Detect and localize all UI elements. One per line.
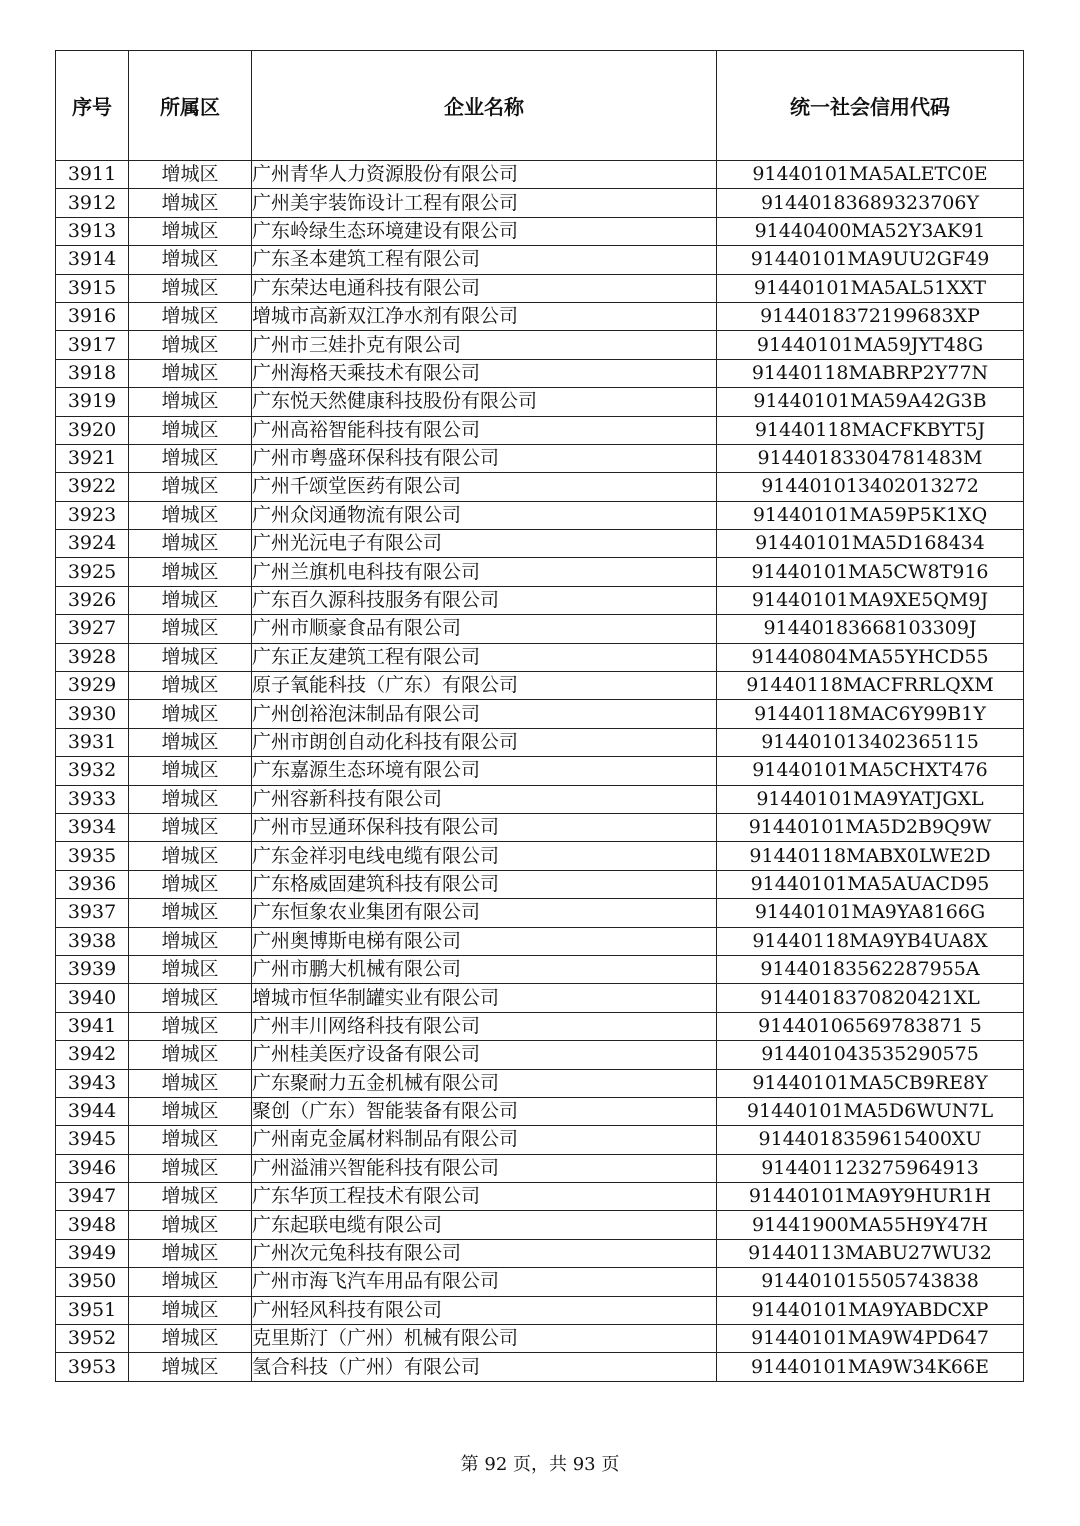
table-row <box>56 586 1024 614</box>
row-credit-code: 91440101MA9UU2GF49 <box>717 246 1024 274</box>
row-company-name: 广州容新科技有限公司 <box>252 785 717 813</box>
row-company-name: 广东圣本建筑工程有限公司 <box>252 246 717 274</box>
row-seq: 3950 <box>56 1268 129 1296</box>
row-credit-code: 9144018359615400XU <box>717 1126 1024 1154</box>
header-seq: 序号 <box>56 51 129 161</box>
row-credit-code: 91440101MA5D2B9Q9W <box>717 813 1024 841</box>
row-seq: 3911 <box>56 161 129 189</box>
row-company-name: 聚创（广东）智能装备有限公司 <box>252 1097 717 1125</box>
row-seq: 3947 <box>56 1183 129 1211</box>
row-credit-code: 91440101MA59A42G3B <box>717 388 1024 416</box>
row-credit-code: 9144018372199683XP <box>717 302 1024 330</box>
row-district: 增城区 <box>129 302 252 330</box>
row-credit-code: 91440101MA9YABDCXP <box>717 1296 1024 1324</box>
row-seq: 3927 <box>56 615 129 643</box>
row-company-name: 广东正友建筑工程有限公司 <box>252 643 717 671</box>
row-credit-code: 91440118MAC6Y99B1Y <box>717 700 1024 728</box>
row-district: 增城区 <box>129 700 252 728</box>
row-company-name: 广州千颂堂医药有限公司 <box>252 473 717 501</box>
row-seq: 3938 <box>56 927 129 955</box>
row-district: 增城区 <box>129 672 252 700</box>
table-body <box>56 161 1024 1382</box>
table-row <box>56 1012 1024 1040</box>
row-seq: 3913 <box>56 217 129 245</box>
row-seq: 3951 <box>56 1296 129 1324</box>
row-company-name: 广东嘉源生态环境有限公司 <box>252 757 717 785</box>
row-company-name: 广州次元兔科技有限公司 <box>252 1239 717 1267</box>
row-company-name: 广州溢浦兴智能科技有限公司 <box>252 1154 717 1182</box>
table-row <box>56 501 1024 529</box>
row-credit-code: 9144018370820421XL <box>717 984 1024 1012</box>
table-row <box>56 1183 1024 1211</box>
row-seq: 3914 <box>56 246 129 274</box>
row-company-name: 广东华顶工程技术有限公司 <box>252 1183 717 1211</box>
row-credit-code: 91440804MA55YHCD55 <box>717 643 1024 671</box>
row-company-name: 广东百久源科技服务有限公司 <box>252 586 717 614</box>
row-district: 增城区 <box>129 161 252 189</box>
row-credit-code: 91440183668103309J <box>717 615 1024 643</box>
row-credit-code: 91440101MA9XE5QM9J <box>717 586 1024 614</box>
row-seq: 3918 <box>56 359 129 387</box>
row-seq: 3942 <box>56 1041 129 1069</box>
header-company-name: 企业名称 <box>252 51 717 161</box>
table-row <box>56 1239 1024 1267</box>
table-row <box>56 1296 1024 1324</box>
table-row <box>56 1154 1024 1182</box>
row-district: 增城区 <box>129 870 252 898</box>
row-seq: 3939 <box>56 955 129 983</box>
row-district: 增城区 <box>129 274 252 302</box>
row-district: 增城区 <box>129 1268 252 1296</box>
table-row <box>56 899 1024 927</box>
table-row <box>56 388 1024 416</box>
row-seq: 3941 <box>56 1012 129 1040</box>
row-district: 增城区 <box>129 501 252 529</box>
row-district: 增城区 <box>129 728 252 756</box>
row-credit-code: 91440101MA5AL51XXT <box>717 274 1024 302</box>
row-company-name: 广州兰旗机电科技有限公司 <box>252 558 717 586</box>
row-seq: 3917 <box>56 331 129 359</box>
row-credit-code: 91440183304781483M <box>717 444 1024 472</box>
row-district: 增城区 <box>129 842 252 870</box>
row-district: 增城区 <box>129 246 252 274</box>
row-credit-code: 914401123275964913 <box>717 1154 1024 1182</box>
table-row <box>56 359 1024 387</box>
row-credit-code: 91440118MA9YB4UA8X <box>717 927 1024 955</box>
row-seq: 3945 <box>56 1126 129 1154</box>
row-district: 增城区 <box>129 1126 252 1154</box>
row-seq: 3925 <box>56 558 129 586</box>
row-district: 增城区 <box>129 416 252 444</box>
row-company-name: 广州桂美医疗设备有限公司 <box>252 1041 717 1069</box>
row-district: 增城区 <box>129 813 252 841</box>
row-seq: 3940 <box>56 984 129 1012</box>
row-district: 增城区 <box>129 473 252 501</box>
row-district: 增城区 <box>129 899 252 927</box>
row-credit-code: 91440101MA9YA8166G <box>717 899 1024 927</box>
row-company-name: 广州市朗创自动化科技有限公司 <box>252 728 717 756</box>
row-district: 增城区 <box>129 1353 252 1381</box>
table-row <box>56 1069 1024 1097</box>
row-district: 增城区 <box>129 388 252 416</box>
row-credit-code: 914401013402365115 <box>717 728 1024 756</box>
row-seq: 3943 <box>56 1069 129 1097</box>
row-district: 增城区 <box>129 530 252 558</box>
table-row <box>56 728 1024 756</box>
row-company-name: 广州南克金属材料制品有限公司 <box>252 1126 717 1154</box>
table-row <box>56 870 1024 898</box>
row-company-name: 广东金祥羽电线电缆有限公司 <box>252 842 717 870</box>
row-company-name: 克里斯汀（广州）机械有限公司 <box>252 1325 717 1353</box>
row-district: 增城区 <box>129 1154 252 1182</box>
row-company-name: 广州青华人力资源股份有限公司 <box>252 161 717 189</box>
row-seq: 3946 <box>56 1154 129 1182</box>
table-row <box>56 927 1024 955</box>
row-credit-code: 91440101MA59JYT48G <box>717 331 1024 359</box>
row-district: 增城区 <box>129 1041 252 1069</box>
row-credit-code: 91440183689323706Y <box>717 189 1024 217</box>
row-seq: 3926 <box>56 586 129 614</box>
row-credit-code: 91440101MA5D6WUN7L <box>717 1097 1024 1125</box>
table-row <box>56 1211 1024 1239</box>
row-seq: 3948 <box>56 1211 129 1239</box>
row-company-name: 氢合科技（广州）有限公司 <box>252 1353 717 1381</box>
table-row <box>56 189 1024 217</box>
row-company-name: 广州海格天乘技术有限公司 <box>252 359 717 387</box>
row-credit-code: 91440101MA9YATJGXL <box>717 785 1024 813</box>
row-district: 增城区 <box>129 1012 252 1040</box>
table-row <box>56 700 1024 728</box>
row-credit-code: 91440118MACFKBYT5J <box>717 416 1024 444</box>
row-seq: 3916 <box>56 302 129 330</box>
row-district: 增城区 <box>129 444 252 472</box>
row-credit-code: 91440113MABU27WU32 <box>717 1239 1024 1267</box>
row-credit-code: 91440101MA9Y9HUR1H <box>717 1183 1024 1211</box>
row-seq: 3932 <box>56 757 129 785</box>
table-row <box>56 955 1024 983</box>
row-credit-code: 91440118MABRP2Y77N <box>717 359 1024 387</box>
page-footer: 第 92 页，共 93 页 <box>460 1454 620 1475</box>
row-company-name: 广东荣达电通科技有限公司 <box>252 274 717 302</box>
row-district: 增城区 <box>129 615 252 643</box>
row-seq: 3921 <box>56 444 129 472</box>
row-district: 增城区 <box>129 586 252 614</box>
row-company-name: 广州市昱通环保科技有限公司 <box>252 813 717 841</box>
row-district: 增城区 <box>129 331 252 359</box>
row-credit-code: 91440101MA5CHXT476 <box>717 757 1024 785</box>
row-seq: 3922 <box>56 473 129 501</box>
row-company-name: 广州丰川网络科技有限公司 <box>252 1012 717 1040</box>
row-company-name: 广州市三娃扑克有限公司 <box>252 331 717 359</box>
row-seq: 3915 <box>56 274 129 302</box>
row-credit-code: 91440101MA5D168434 <box>717 530 1024 558</box>
row-district: 增城区 <box>129 643 252 671</box>
row-company-name: 广州创裕泡沫制品有限公司 <box>252 700 717 728</box>
table-row <box>56 161 1024 189</box>
row-seq: 3933 <box>56 785 129 813</box>
row-company-name: 广州市鹏大机械有限公司 <box>252 955 717 983</box>
table-row <box>56 672 1024 700</box>
row-credit-code: 91440118MACFRRLQXM <box>717 672 1024 700</box>
row-seq: 3934 <box>56 813 129 841</box>
table-row <box>56 1041 1024 1069</box>
row-credit-code: 914401013402013272 <box>717 473 1024 501</box>
row-credit-code: 91440183562287955A <box>717 955 1024 983</box>
row-credit-code: 91440101MA5CW8T916 <box>717 558 1024 586</box>
table-row <box>56 473 1024 501</box>
row-district: 增城区 <box>129 927 252 955</box>
row-company-name: 广东起联电缆有限公司 <box>252 1211 717 1239</box>
row-credit-code: 91440400MA52Y3AK91 <box>717 217 1024 245</box>
row-company-name: 广东悦天然健康科技股份有限公司 <box>252 388 717 416</box>
row-company-name: 广州市顺豪食品有限公司 <box>252 615 717 643</box>
row-seq: 3919 <box>56 388 129 416</box>
row-district: 增城区 <box>129 1239 252 1267</box>
table-row <box>56 1353 1024 1381</box>
header-district: 所属区 <box>129 51 252 161</box>
table-row <box>56 615 1024 643</box>
row-company-name: 广州市粤盛环保科技有限公司 <box>252 444 717 472</box>
row-district: 增城区 <box>129 785 252 813</box>
row-company-name: 增城市高新双江净水剂有限公司 <box>252 302 717 330</box>
row-company-name: 广东格威固建筑科技有限公司 <box>252 870 717 898</box>
row-seq: 3924 <box>56 530 129 558</box>
row-district: 增城区 <box>129 1211 252 1239</box>
row-company-name: 广州高裕智能科技有限公司 <box>252 416 717 444</box>
table-row <box>56 444 1024 472</box>
row-credit-code: 91440101MA5AUACD95 <box>717 870 1024 898</box>
row-company-name: 原子氧能科技（广东）有限公司 <box>252 672 717 700</box>
row-credit-code: 91440101MA5ALETC0E <box>717 161 1024 189</box>
table-row <box>56 331 1024 359</box>
table-row <box>56 785 1024 813</box>
table-row <box>56 1126 1024 1154</box>
row-company-name: 广东岭绿生态环境建设有限公司 <box>252 217 717 245</box>
table-row <box>56 813 1024 841</box>
row-seq: 3949 <box>56 1239 129 1267</box>
row-seq: 3952 <box>56 1325 129 1353</box>
row-credit-code: 91440101MA5CB9RE8Y <box>717 1069 1024 1097</box>
row-district: 增城区 <box>129 558 252 586</box>
row-credit-code: 914401043535290575 <box>717 1041 1024 1069</box>
row-district: 增城区 <box>129 1296 252 1324</box>
row-district: 增城区 <box>129 757 252 785</box>
row-seq: 3920 <box>56 416 129 444</box>
row-company-name: 广州美宇装饰设计工程有限公司 <box>252 189 717 217</box>
row-seq: 3930 <box>56 700 129 728</box>
row-company-name: 广州众闵通物流有限公司 <box>252 501 717 529</box>
row-credit-code: 91440101MA9W34K66E <box>717 1353 1024 1381</box>
row-company-name: 广东聚耐力五金机械有限公司 <box>252 1069 717 1097</box>
table-row <box>56 416 1024 444</box>
row-company-name: 增城市恒华制罐实业有限公司 <box>252 984 717 1012</box>
row-seq: 3935 <box>56 842 129 870</box>
row-district: 增城区 <box>129 1069 252 1097</box>
table-row <box>56 1268 1024 1296</box>
table-header-row <box>56 51 1024 161</box>
row-district: 增城区 <box>129 1097 252 1125</box>
row-seq: 3931 <box>56 728 129 756</box>
row-credit-code: 91440118MABX0LWE2D <box>717 842 1024 870</box>
row-seq: 3936 <box>56 870 129 898</box>
table-row <box>56 1097 1024 1125</box>
row-credit-code: 91440101MA9W4PD647 <box>717 1325 1024 1353</box>
header-credit-code: 统一社会信用代码 <box>717 51 1024 161</box>
enterprise-table <box>55 50 1024 1382</box>
table-row <box>56 984 1024 1012</box>
row-seq: 3937 <box>56 899 129 927</box>
table-row <box>56 643 1024 671</box>
row-seq: 3912 <box>56 189 129 217</box>
table-row <box>56 558 1024 586</box>
row-credit-code: 91440106569783871 5 <box>717 1012 1024 1040</box>
row-seq: 3953 <box>56 1353 129 1381</box>
row-district: 增城区 <box>129 984 252 1012</box>
table-row <box>56 530 1024 558</box>
row-credit-code: 91441900MA55H9Y47H <box>717 1211 1024 1239</box>
table-row <box>56 757 1024 785</box>
row-district: 增城区 <box>129 217 252 245</box>
row-company-name: 广州轻风科技有限公司 <box>252 1296 717 1324</box>
row-district: 增城区 <box>129 359 252 387</box>
row-district: 增城区 <box>129 189 252 217</box>
row-credit-code: 91440101MA59P5K1XQ <box>717 501 1024 529</box>
table-row <box>56 1325 1024 1353</box>
row-seq: 3929 <box>56 672 129 700</box>
row-district: 增城区 <box>129 955 252 983</box>
row-seq: 3923 <box>56 501 129 529</box>
table-row <box>56 246 1024 274</box>
table-row <box>56 217 1024 245</box>
table-row <box>56 302 1024 330</box>
row-company-name: 广州奥博斯电梯有限公司 <box>252 927 717 955</box>
table-row <box>56 274 1024 302</box>
row-company-name: 广州光沅电子有限公司 <box>252 530 717 558</box>
row-credit-code: 914401015505743838 <box>717 1268 1024 1296</box>
row-seq: 3928 <box>56 643 129 671</box>
row-district: 增城区 <box>129 1183 252 1211</box>
table-row <box>56 842 1024 870</box>
row-seq: 3944 <box>56 1097 129 1125</box>
row-company-name: 广东恒象农业集团有限公司 <box>252 899 717 927</box>
row-district: 增城区 <box>129 1325 252 1353</box>
row-company-name: 广州市海飞汽车用品有限公司 <box>252 1268 717 1296</box>
